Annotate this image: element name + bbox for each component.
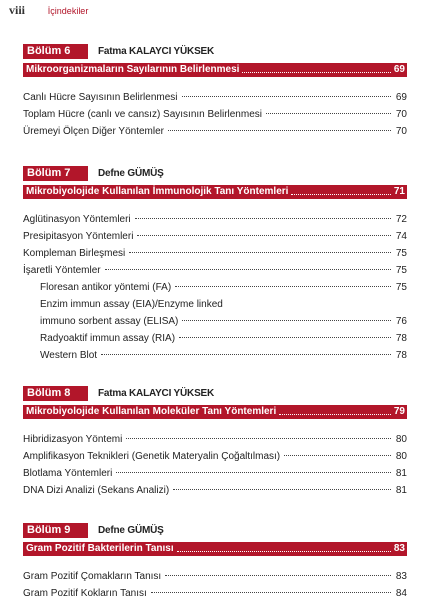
entry-page: 84: [395, 588, 407, 599]
chapter-title: Mikrobiyolojide Kullanılan İmmunolojik Tanı Yöntemleri: [26, 186, 289, 197]
entry-list: [23, 211, 407, 364]
entry-list: [23, 431, 407, 499]
entry-page: 76: [395, 316, 407, 327]
header-page-number: viii: [9, 3, 26, 17]
chapter-author: Fatma KALAYCI YÜKSEK: [98, 46, 215, 57]
toc-entry[interactable]: [23, 482, 407, 499]
chapter-page: 71: [393, 186, 405, 197]
chapter-author: Defne GÜMÜŞ: [98, 525, 164, 536]
chapter-author: Fatma KALAYCI YÜKSEK: [98, 388, 215, 399]
entry-page: 72: [395, 214, 407, 225]
entry-page: 69: [395, 92, 407, 103]
entry-label: Gram Pozitif Çomakların Tanısı: [23, 571, 162, 582]
toc-entry[interactable]: [23, 465, 407, 482]
entry-leader: [101, 354, 391, 355]
entry-label: Blotlama Yöntemleri: [23, 468, 113, 479]
chapter-tag: Bölüm 8: [23, 386, 88, 401]
entry-leader: [129, 252, 391, 253]
entry-page: 80: [395, 434, 407, 445]
entry-page: 80: [395, 451, 407, 462]
entry-label: Floresan antikor yöntemi (FA): [40, 282, 172, 293]
chapter-tag: Bölüm 9: [23, 523, 88, 538]
chapter-title: Mikrobiyolojide Kullanılan Moleküler Tanı Yöntemleri: [26, 406, 277, 417]
entry-label: Presipitasyon Yöntemleri: [23, 231, 134, 242]
chapter-8: [23, 386, 407, 499]
toc-entry[interactable]: [23, 262, 407, 279]
chapter-page: 69: [393, 64, 405, 75]
toc-subentry[interactable]: [23, 296, 407, 313]
entry-leader: [179, 337, 391, 338]
page-header: [9, 3, 88, 18]
entry-label: Enzim immun assay (EIA)/Enzyme linked: [40, 299, 223, 310]
entry-label: Radyoaktif immun assay (RIA): [40, 333, 176, 344]
entry-leader: [126, 438, 391, 439]
chapter-title-bar[interactable]: [23, 542, 407, 556]
entry-page: 70: [395, 126, 407, 137]
entry-label: Kompleman Birleşmesi: [23, 248, 126, 259]
entry-label: Amplifikasyon Teknikleri (Genetik Materyalin Çoğaltılması): [23, 451, 281, 462]
chapter-title: Mikroorganizmaların Sayılarının Belirlenmesi: [26, 64, 240, 75]
entry-leader: [135, 218, 391, 219]
entry-label: Western Blot: [40, 350, 98, 361]
entry-leader: [116, 472, 391, 473]
entry-leader: [137, 235, 391, 236]
entry-label: Canlı Hücre Sayısının Belirlenmesi: [23, 92, 178, 103]
entry-leader: [168, 130, 391, 131]
entry-page: 74: [395, 231, 407, 242]
chapter-page: 83: [393, 543, 405, 554]
toc-subentry[interactable]: [23, 347, 407, 364]
entry-page: 78: [395, 350, 407, 361]
entry-leader: [151, 592, 391, 593]
toc-entry[interactable]: [23, 245, 407, 262]
entry-page: 70: [395, 109, 407, 120]
chapter-heading: [23, 386, 407, 401]
toc-entry[interactable]: [23, 585, 407, 602]
entry-page: 75: [395, 248, 407, 259]
chapter-tag: Bölüm 6: [23, 44, 88, 59]
toc-entry[interactable]: [23, 448, 407, 465]
entry-label: İşaretli Yöntemler: [23, 265, 101, 276]
entry-leader: [173, 489, 391, 490]
chapter-title-bar[interactable]: [23, 63, 407, 77]
toc-entry[interactable]: [23, 211, 407, 228]
chapter-9: [23, 523, 407, 602]
entry-label: Aglütinasyon Yöntemleri: [23, 214, 131, 225]
toc-subentry[interactable]: [23, 313, 407, 330]
toc-entry[interactable]: [23, 106, 407, 123]
header-title: İçindekiler: [47, 6, 89, 16]
entry-page: 78: [395, 333, 407, 344]
entry-leader: [182, 320, 391, 321]
title-leader: [291, 185, 390, 195]
toc-entry[interactable]: [23, 123, 407, 140]
title-leader: [279, 405, 391, 415]
entry-label: Üremeyi Ölçen Diğer Yöntemler: [23, 126, 164, 137]
entry-list: [23, 568, 407, 602]
entry-leader: [165, 575, 391, 576]
toc-entry[interactable]: [23, 228, 407, 245]
toc-subentry[interactable]: [23, 330, 407, 347]
chapter-6: [23, 44, 407, 140]
toc-entry[interactable]: [23, 89, 407, 106]
chapter-title-bar[interactable]: [23, 405, 407, 419]
entry-leader: [266, 113, 391, 114]
chapter-title: Gram Pozitif Bakterilerin Tanısı: [26, 543, 174, 554]
entry-label: Hibridizasyon Yöntemi: [23, 434, 123, 445]
entry-label: Gram Pozitif Kokların Tanısı: [23, 588, 147, 599]
entry-label: DNA Dizi Analizi (Sekans Analizi): [23, 485, 170, 496]
entry-page: 81: [395, 468, 407, 479]
entry-page: 75: [395, 282, 407, 293]
entry-page: 75: [395, 265, 407, 276]
entry-label: immuno sorbent assay (ELISA): [40, 316, 179, 327]
chapter-tag: Bölüm 7: [23, 166, 88, 181]
entry-label: Toplam Hücre (canlı ve cansız) Sayısının Belirlenmesi: [23, 109, 262, 120]
entry-list: [23, 89, 407, 140]
entry-leader: [105, 269, 391, 270]
chapter-heading: [23, 166, 407, 181]
title-leader: [177, 542, 391, 552]
entry-page: 81: [395, 485, 407, 496]
chapter-7: [23, 166, 407, 364]
chapter-author: Defne GÜMÜŞ: [98, 168, 164, 179]
toc-subentry[interactable]: [23, 279, 407, 296]
chapter-title-bar[interactable]: [23, 185, 407, 199]
entry-leader: [182, 96, 391, 97]
chapter-heading: [23, 523, 407, 538]
entry-page: 83: [395, 571, 407, 582]
title-leader: [242, 63, 390, 73]
toc-entry[interactable]: [23, 568, 407, 585]
chapter-heading: [23, 44, 407, 59]
entry-leader: [175, 286, 391, 287]
toc-entry[interactable]: [23, 431, 407, 448]
chapter-page: 79: [393, 406, 405, 417]
entry-leader: [284, 455, 391, 456]
